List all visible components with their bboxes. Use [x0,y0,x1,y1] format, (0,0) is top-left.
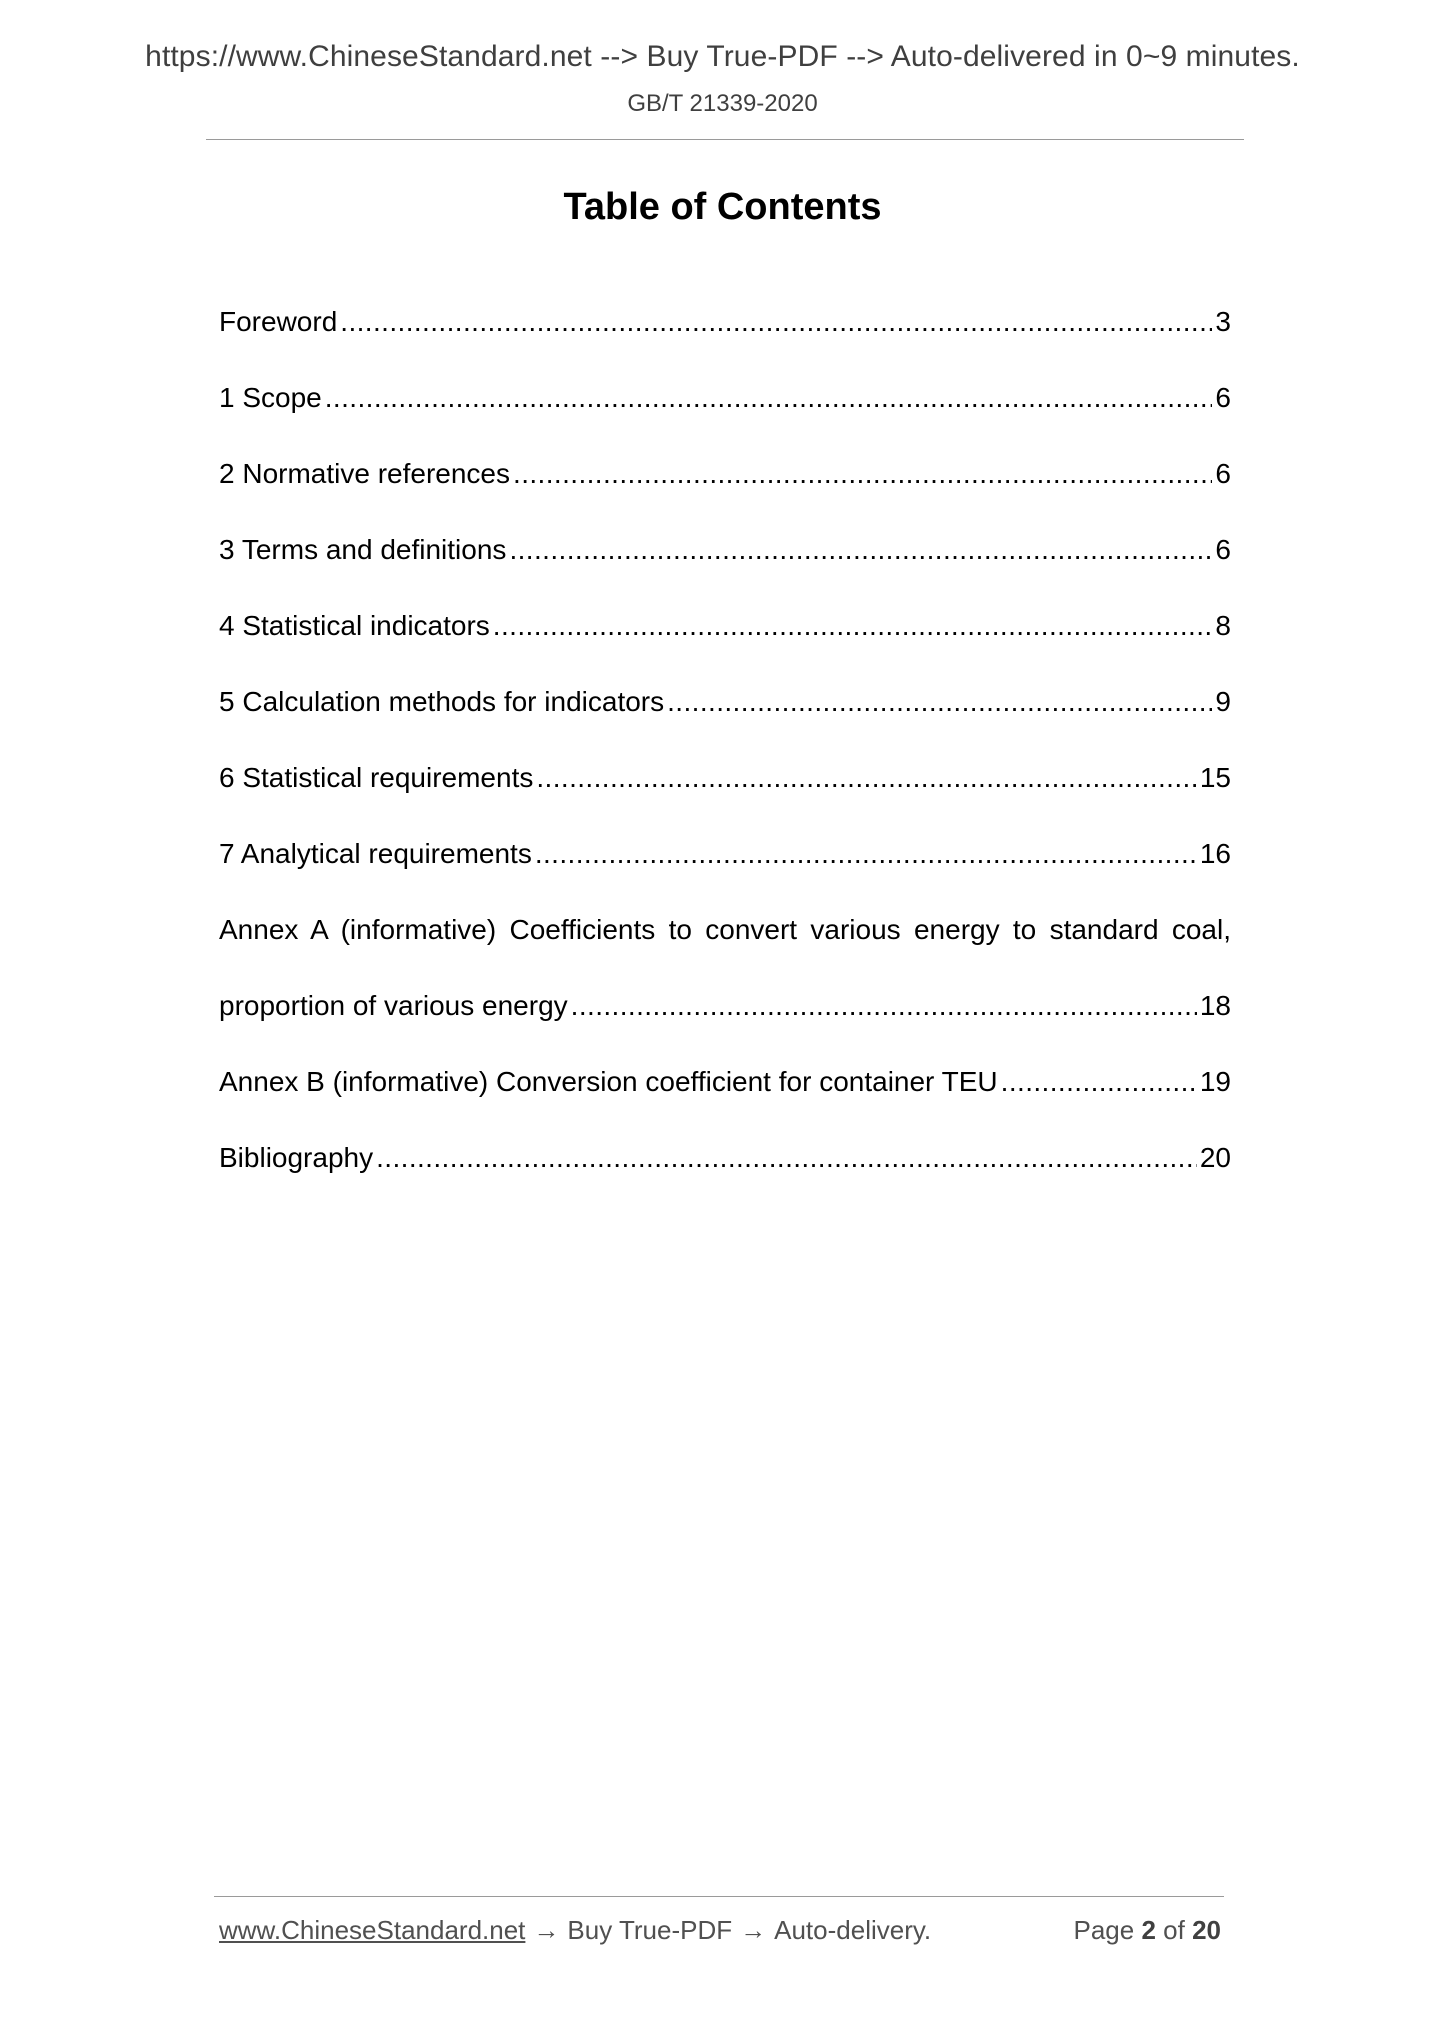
toc-entry-statistical-indicators[interactable] [219,604,1231,680]
page-footer [219,1915,1221,1951]
toc-entry-page: 6 [1215,534,1231,565]
page-of-label: of [1163,1915,1185,1945]
toc-entry-page: 3 [1215,306,1231,337]
toc-entry-title: 7 Analytical requirements [219,838,532,869]
toc-entry-title: proportion of various energy [219,990,568,1021]
toc-entry-title: Bibliography [219,1142,374,1173]
toc-entry-page: 8 [1215,610,1231,641]
toc-entry-normative-references[interactable] [219,452,1231,528]
toc-entry-title: 5 Calculation methods for indicators [219,686,665,717]
toc-entry-title: Annex A (informative) Coefficients to convert various energy to standard coal, [219,914,1231,945]
toc-list [219,300,1231,1212]
toc-entry-annex-b[interactable] [219,1060,1231,1136]
toc-leader-dots [536,756,1196,800]
toc-entry-title: 4 Statistical indicators [219,610,490,641]
toc-entry-scope[interactable] [219,376,1231,452]
toc-leader-dots [325,376,1213,420]
toc-entry-analytical-requirements[interactable] [219,832,1231,908]
page-label: Page [1073,1915,1135,1945]
toc-entry-title: 6 Statistical requirements [219,762,534,793]
footer-left [219,1915,931,1946]
page-number [1073,1915,1221,1946]
website-link[interactable]: www.ChineseStandard.net [219,1915,526,1945]
toc-entry-calculation-methods[interactable] [219,680,1231,756]
toc-entry-statistical-requirements[interactable] [219,756,1231,832]
toc-entry-title: Foreword [219,306,338,337]
toc-leader-dots [509,528,1212,572]
toc-leader-dots [513,452,1212,496]
toc-entry-foreword[interactable] [219,300,1231,376]
toc-entry-page: 9 [1215,686,1231,717]
toc-entry-page: 20 [1199,1142,1231,1173]
toc-entry-page: 18 [1199,990,1231,1021]
toc-entry-page: 15 [1199,762,1231,793]
toc-entry-title: 1 Scope [219,382,322,413]
toc-entry-page: 6 [1215,382,1231,413]
toc-leader-dots [340,300,1212,344]
toc-entry-title: 2 Normative references [219,458,511,489]
toc-leader-dots [667,680,1212,724]
toc-entry-page: 6 [1215,458,1231,489]
toc-entry-page: 19 [1199,1066,1231,1097]
toc-leader-dots [535,832,1197,876]
page-current: 2 [1141,1915,1156,1945]
toc-entry-terms-definitions[interactable] [219,528,1231,604]
auto-delivery-text: Auto-delivery. [774,1915,932,1945]
toc-entry-title: 3 Terms and definitions [219,534,507,565]
toc-leader-dots [1001,1060,1197,1104]
buy-true-pdf-text: Buy True-PDF [567,1915,733,1945]
toc-leader-dots [571,984,1197,1028]
page-total: 20 [1192,1915,1221,1945]
toc-leader-dots [376,1136,1197,1180]
toc-entry-annex-a[interactable] [219,908,1231,984]
header-divider [206,139,1244,140]
footer-divider [214,1896,1224,1897]
toc-entry-page: 16 [1199,838,1231,869]
right-arrow-icon: → [533,1915,560,1945]
document-code: GB/T 21339-2020 [627,90,818,117]
toc-entry-annex-a-continued[interactable] [219,984,1231,1060]
toc-entry-title: Annex B (informative) Conversion coefficient for container TEU [219,1066,998,1097]
toc-leader-dots [493,604,1213,648]
source-banner: https://www.ChineseStandard.net --> Buy True-PDF --> Auto-delivered in 0~9 minutes. [145,40,1300,73]
toc-title: Table of Contents [563,186,882,228]
right-arrow-icon: → [740,1915,767,1945]
toc-entry-bibliography[interactable] [219,1136,1231,1212]
